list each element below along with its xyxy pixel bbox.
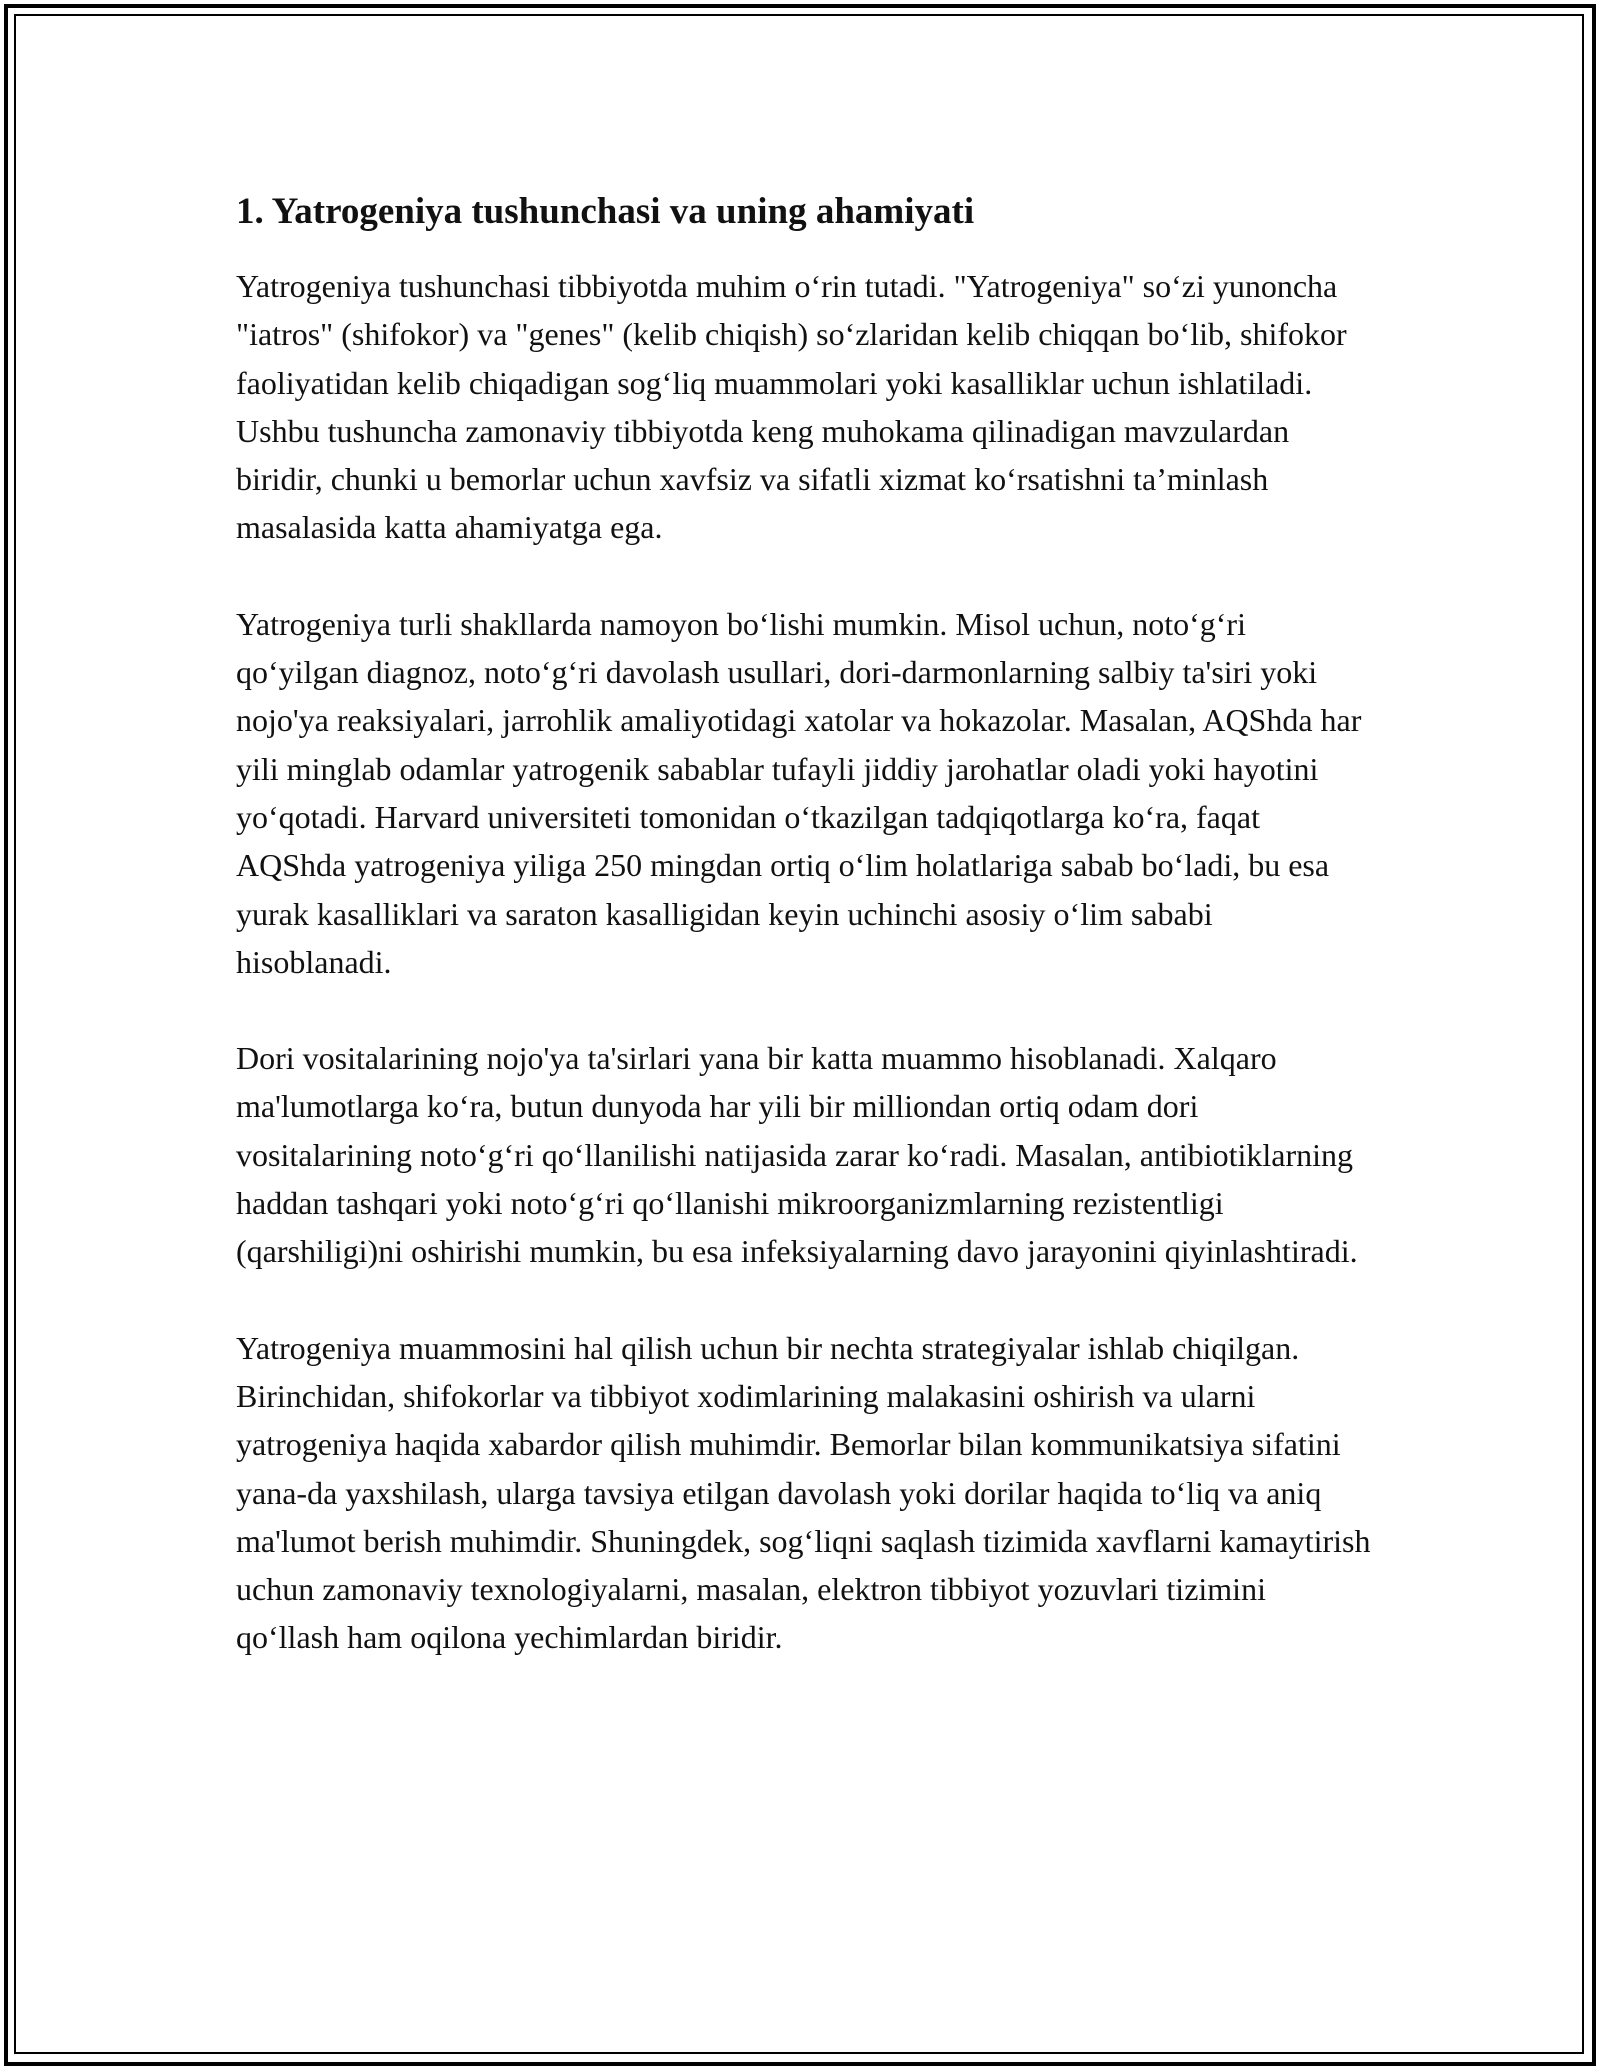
paragraph-4: Yatrogeniya muammosini hal qilish uchun bir nechta strategiyalar ishlab chiqilgan. Birinchidan, shifokorlar va tibbiyot xodimlarining malakasini oshirish va ularni yatrogeniya haqida xabardor qilish muhimdir. Bemorlar bilan kommunikatsiya sifatini yana-da yaxshilash, ularga tavsiya etilgan davolash yoki dorilar haqida to‘liq va aniq ma'lumot berish muhimdir. Shuningdek, sog‘liqni saqlash tizimida xavflarni kamaytirish uchun zamonaviy texnologiyalarni, masalan, elektron tibbiyot yozuvlari tizimini qo‘llash ham oqilona yechimlardan biridir. xyxy=(236,1329,1371,1656)
document-body xyxy=(236,186,1376,1710)
paragraph-3: Dori vositalarining nojo'ya ta'sirlari yana bir katta muammo hisoblanadi. Xalqaro ma'lumotlarga ko‘ra, butun dunyoda har yili bir milliondan ortiq odam dori vositalarining noto‘g‘ri qo‘llanilishi natijasida zarar ko‘radi. Masalan, antibiotiklarning haddan tashqari yoki noto‘g‘ri qo‘llanishi mikroorganizmlarning rezistentligi (qarshiligi)ni oshirishi mumkin, bu esa infeksiyalarning davo jarayonini qiyinlashtiradi. xyxy=(236,1040,1358,1270)
section-title: 1. Yatrogeniya tushunchasi va uning ahamiyati xyxy=(236,191,975,232)
paragraph-1: Yatrogeniya tushunchasi tibbiyotda muhim o‘rin tutadi. "Yatrogeniya" so‘zi yunoncha "iatros" (shifokor) va "genes" (kelib chiqish) so‘zlaridan kelib chiqqan bo‘lib, shifokor faoliyatidan kelib chiqadigan sog‘liq muammolari yoki kasalliklar uchun ishlatiladi. Ushbu tushuncha zamonaviy tibbiyotda keng muhokama qilinadigan mavzulardan biridir, chunki u bemorlar uchun xavfsiz va sifatli xizmat ko‘rsatishni ta’minlash masalasida katta ahamiyatga ega. xyxy=(236,268,1347,546)
paragraph-2: Yatrogeniya turli shakllarda namoyon bo‘lishi mumkin. Misol uchun, noto‘g‘ri qo‘yilgan diagnoz, noto‘g‘ri davolash usullari, dori-darmonlarning salbiy ta'siri yoki nojo'ya reaksiyalari, jarrohlik amaliyotidagi xatolar va hokazolar. Masalan, AQShda har yili minglab odamlar yatrogenik sabablar tufayli jiddiy jarohatlar oladi yoki hayotini yo‘qotadi. Harvard universiteti tomonidan o‘tkazilgan tadqiqotlarga ko‘ra, faqat AQShda yatrogeniya yiliga 250 mingdan ortiq o‘lim holatlariga sabab bo‘ladi, bu esa yurak kasalliklari va saraton kasalligidan keyin uchinchi asosiy o‘lim sababi hisoblanadi. xyxy=(236,605,1362,980)
